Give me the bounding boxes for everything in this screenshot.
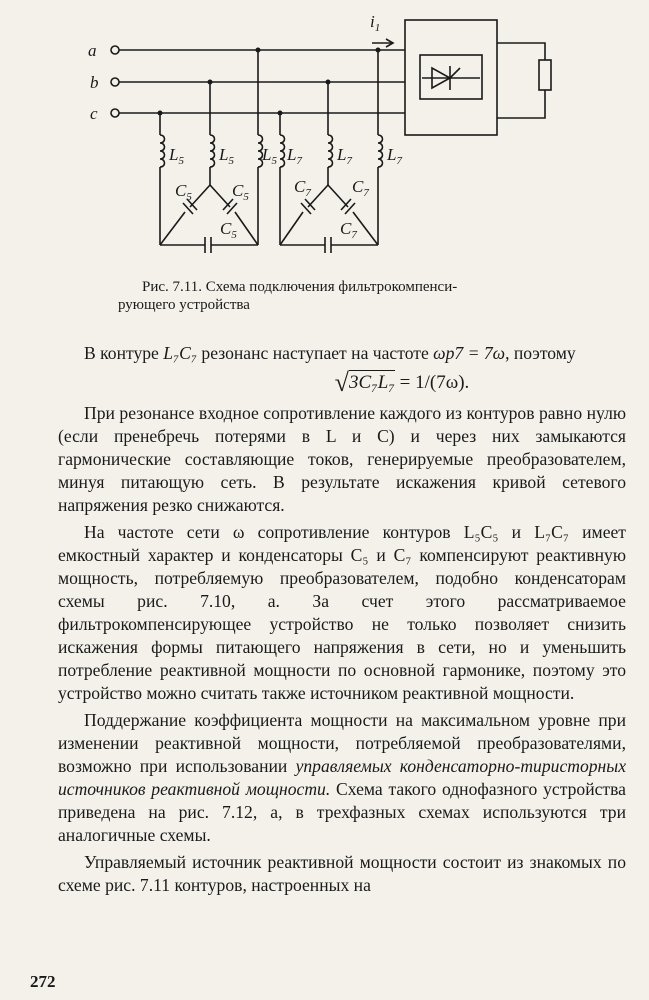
load-resistor xyxy=(539,60,551,90)
terminal-a xyxy=(111,46,119,54)
page-number: 272 xyxy=(30,972,56,991)
inductor-label-4: $L_7$ xyxy=(287,145,302,167)
paragraph-3: На частоте сети ω сопротивление контуров L₅C₅ и L₇C₇ имеет емкостный характер и конденсаторы C₅ и C₇ компенсируют реактивную мощность, потребляемую преобразователем, подобно конденсаторам схемы рис. 7.10, а. За счет этого рассматриваемое фильтрокомпенсирующее устройство не только позволяет снизить искажения формы питающего напряжения в сети, но и уменьшить потребление реактивной мощности по основной гармонике, поэтому это устройство можно считать также источником реактивной мощности. xyxy=(58,522,626,703)
load-wire-top xyxy=(497,43,545,60)
phase-label-a: a xyxy=(88,41,97,60)
paragraph-4: Поддержание коэффициента мощности на максимальном уровне при изменении реактивной мощности, потребляемой преобразователями, возможно при использовании управляемых конденсаторно-тиристорных источников реактивной мощности. Схема такого однофазного устройства приведена на рис. 7.12, а, в трехфазных схемах используются три аналогичные схемы. xyxy=(58,710,626,845)
inductor-label-5: $L_7$ xyxy=(337,145,352,167)
capacitor-label-1: $C_5$ xyxy=(175,181,192,203)
capacitor-label-4: $C_7$ xyxy=(294,177,311,199)
emphasis-text: управляемых конденсаторно-тиристорных источников реактивной мощности. xyxy=(58,756,626,799)
circuit-figure xyxy=(0,0,649,270)
terminal-c xyxy=(111,109,119,117)
phase-label-b: b xyxy=(90,73,99,92)
current-label: $i_1$ xyxy=(370,12,381,34)
formula-rhs: = 1/(7ω). xyxy=(394,372,470,393)
inductor-label-6: $L_7$ xyxy=(387,145,402,167)
paragraph-1: В контуре L₇C₇ резонанс наступает на частоте ωр7 = 7ω, поэтому xyxy=(84,343,576,363)
figure-caption xyxy=(118,278,548,314)
l7c7-symbol: L₇C₇ xyxy=(163,343,198,363)
inductor-label-3: $L_5$ xyxy=(262,145,277,167)
resonance-formula xyxy=(178,368,626,397)
paragraph-5: Управляемый источник реактивной мощности состоит из знакомых по схеме рис. 7.11 контуров, настроенных на xyxy=(58,852,626,895)
caption-line-2: рующего устройства xyxy=(118,297,250,313)
formula-radicand: 3C₇L₇ xyxy=(348,372,395,393)
load-wire-bottom xyxy=(497,90,545,118)
inductor-label-1: $L_5$ xyxy=(169,145,184,167)
phase-label-c: c xyxy=(90,104,98,123)
capacitor-label-2: $C_5$ xyxy=(232,181,249,203)
resonance-frequency: ωр7 = 7ω xyxy=(433,343,506,363)
paragraph-2: При резонансе входное сопротивление каждого из контуров равно нулю (если пренебречь потерями в L и C) и через них замыкаются гармонические составляющие токов, генерируемые преобразователем, минуя питающую сеть. В результате искажения кривой сетевого напряжения резко снижаются. xyxy=(58,403,626,515)
inductor-label-2: $L_5$ xyxy=(219,145,234,167)
capacitor-label-6: $C_7$ xyxy=(340,219,357,241)
caption-line-1: Рис. 7.11. Схема подключения фильтрокомпенси- xyxy=(142,279,458,295)
sqrt-sign: √ xyxy=(334,368,349,397)
circuit-diagram xyxy=(0,0,649,270)
capacitor-label-3: $C_5$ xyxy=(220,219,237,241)
terminal-b xyxy=(111,78,119,86)
body-text xyxy=(58,342,626,901)
capacitor-label-5: $C_7$ xyxy=(352,177,369,199)
